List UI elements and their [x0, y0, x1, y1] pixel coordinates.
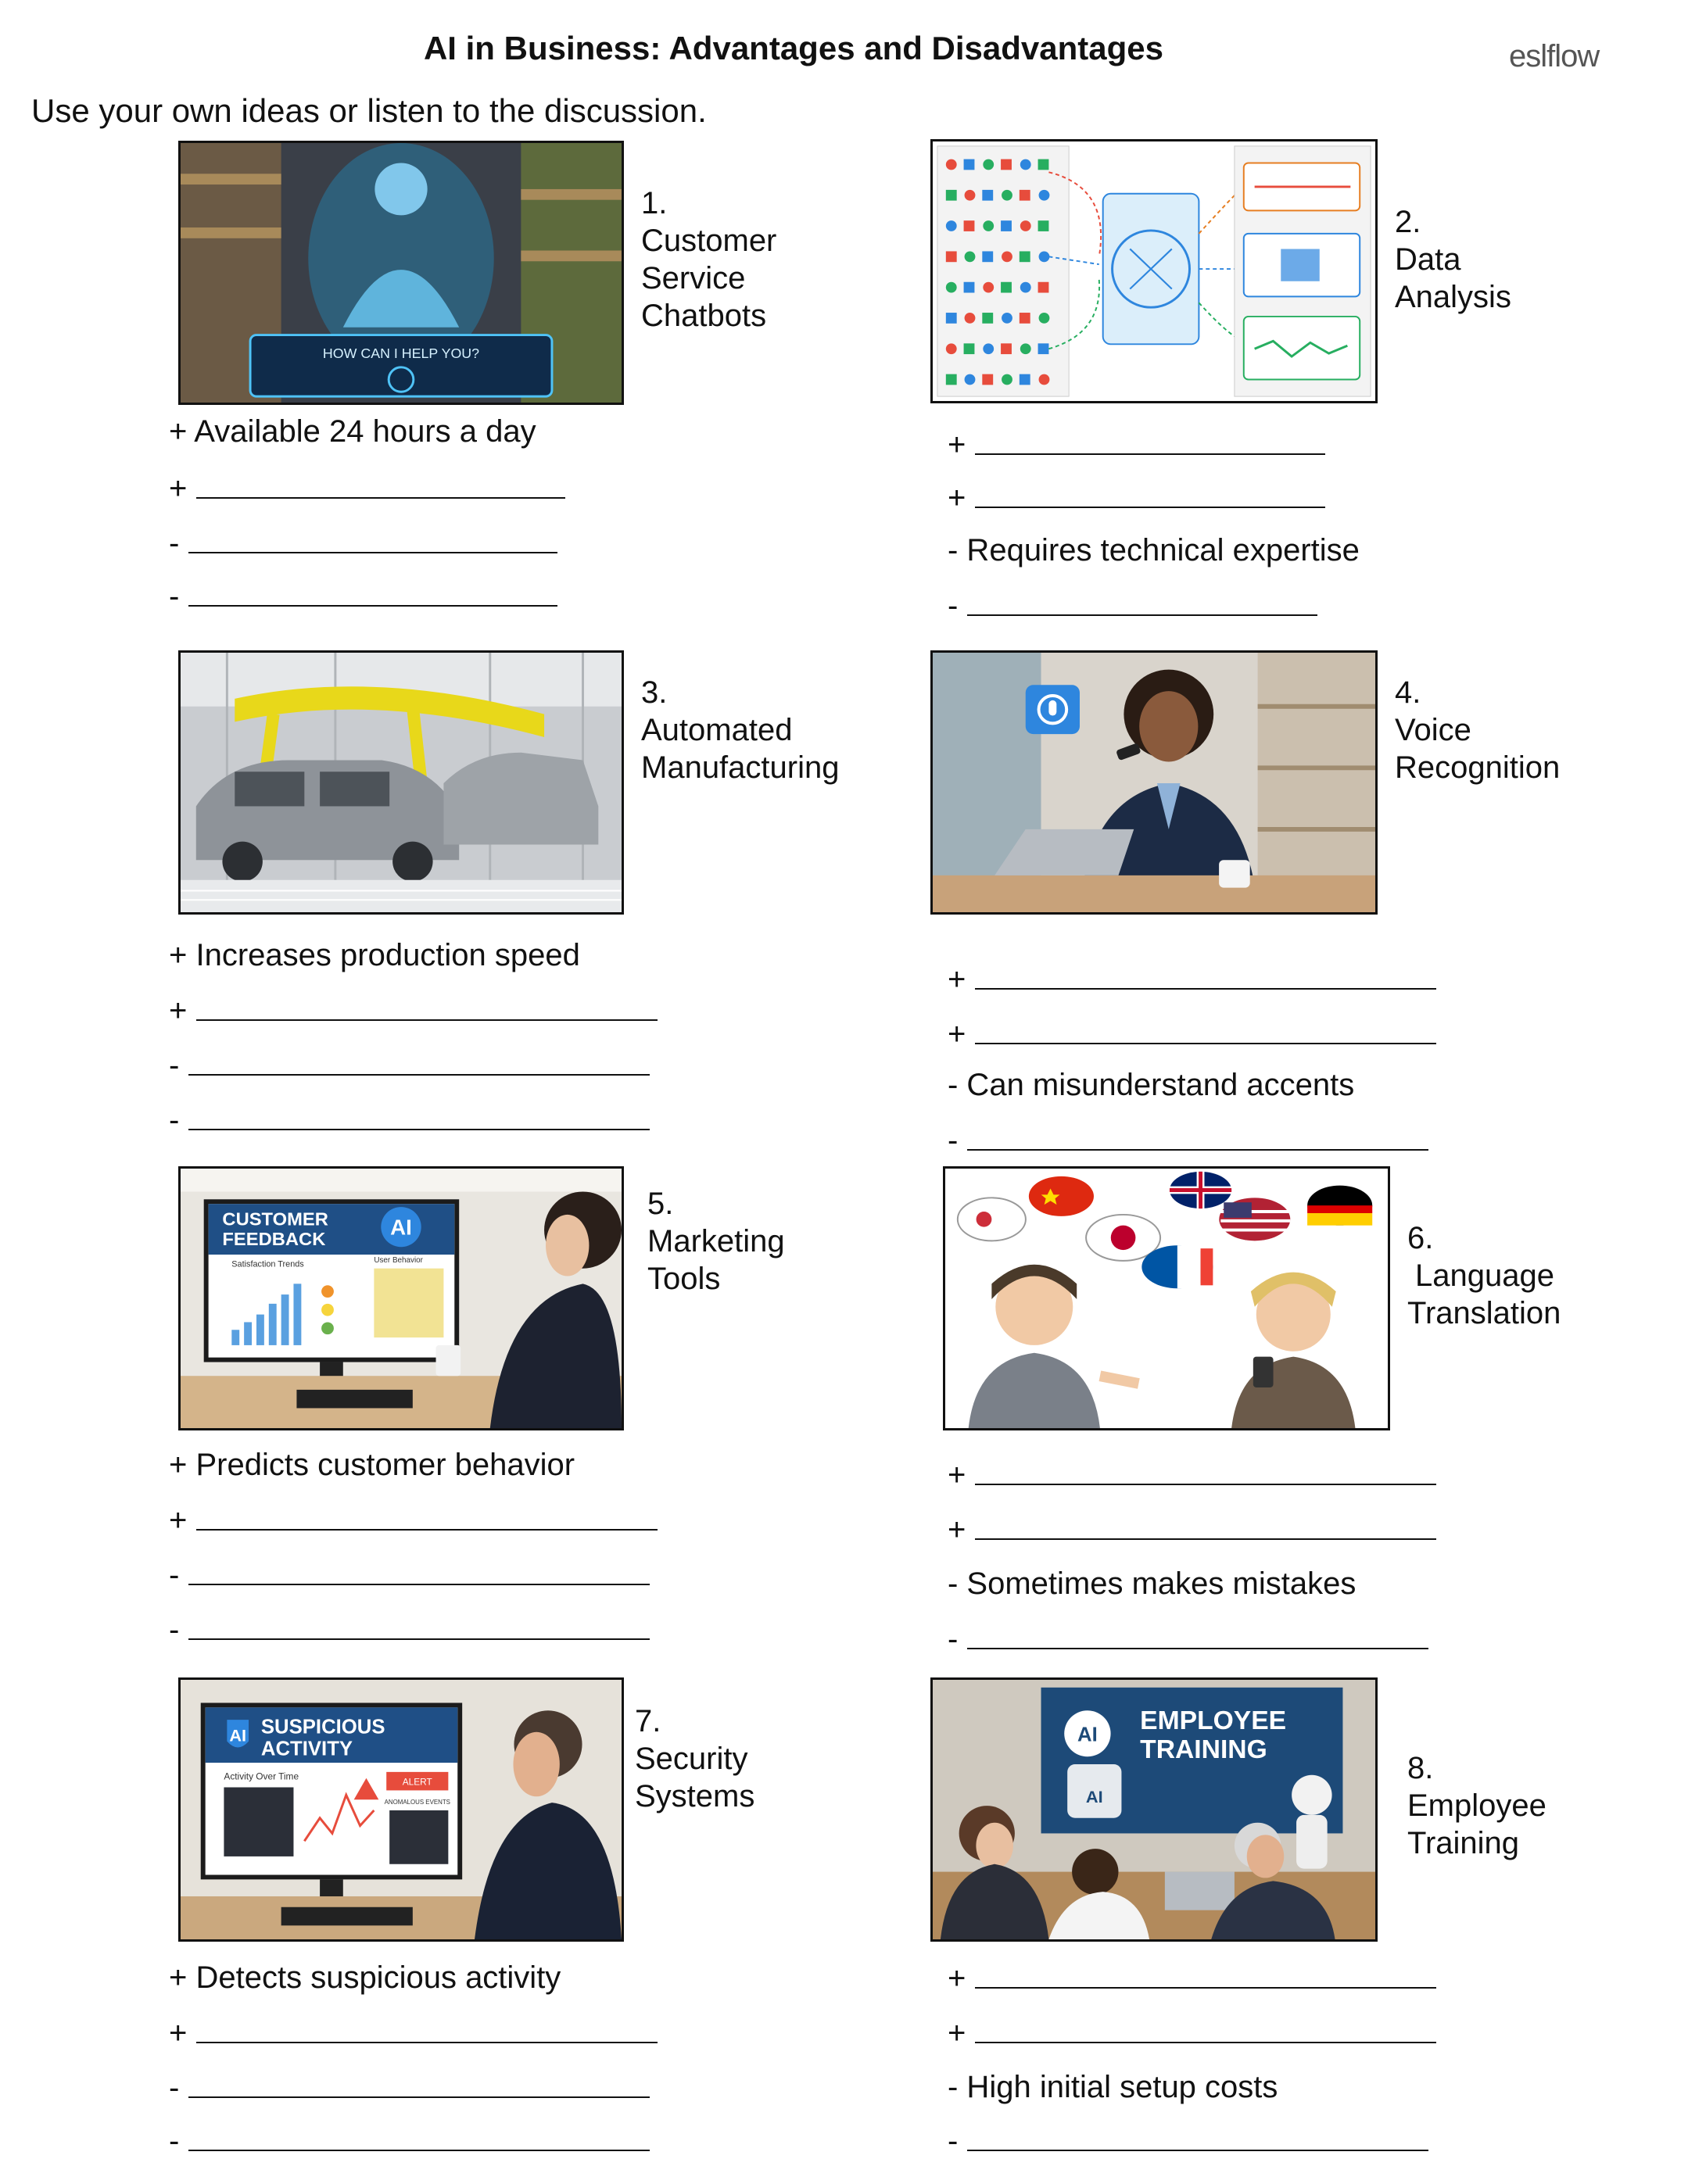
section-7-answer-line[interactable]: - — [169, 2123, 650, 2159]
section-7-number: 7. — [635, 1704, 661, 1738]
events-caption: ANOMALOUS EVENTS — [384, 1799, 450, 1806]
data-analysis-image — [930, 139, 1378, 403]
marketing-tools-image — [178, 1166, 624, 1430]
section-4-caption — [1395, 674, 1560, 786]
answer-blank[interactable] — [967, 1621, 1428, 1649]
section-6-answer-line: - Sometimes makes mistakes — [948, 1566, 1356, 1601]
section-1-answer-line: + Available 24 hours a day — [169, 414, 536, 449]
answer-blank[interactable] — [196, 993, 658, 1021]
section-7-answer-line[interactable]: + — [169, 2015, 658, 2051]
section-1-name-line: Customer — [641, 224, 777, 258]
answer-blank[interactable] — [188, 2070, 650, 2098]
answer-blank[interactable] — [975, 1512, 1436, 1540]
chatbot-prompt-text: HOW CAN I HELP YOU? — [322, 346, 480, 362]
section-7-name-line: Security — [635, 1742, 748, 1776]
section-8-name-line: Employee — [1407, 1788, 1546, 1823]
section-1-number: 1. — [641, 186, 668, 220]
section-4-answer-line[interactable]: + — [948, 1016, 1436, 1052]
section-2-name-line: Analysis — [1395, 280, 1511, 314]
section-8-name-line: Training — [1407, 1826, 1520, 1860]
section-3-answer-line[interactable]: + — [169, 993, 658, 1029]
language-translation-image — [943, 1166, 1390, 1430]
answer-blank[interactable] — [975, 961, 1436, 990]
employee-training-image — [930, 1677, 1378, 1942]
section-5-answer-line[interactable]: - — [169, 1612, 650, 1648]
dashboard-title-line: FEEDBACK — [222, 1230, 326, 1251]
manufacturing-image — [178, 650, 624, 915]
section-6-answer-line[interactable]: + — [948, 1512, 1436, 1548]
section-5-answer-line[interactable]: + — [169, 1502, 658, 1538]
answer-blank[interactable] — [967, 2123, 1428, 2151]
section-8-answer-line[interactable]: + — [948, 2015, 1436, 2051]
answer-blank[interactable] — [975, 1457, 1436, 1485]
section-3-answer-line[interactable]: - — [169, 1102, 650, 1138]
answer-blank[interactable] — [975, 1960, 1436, 1989]
answer-blank[interactable] — [975, 427, 1325, 455]
training-title-line: TRAINING — [1140, 1735, 1267, 1765]
section-7-name-line: Systems — [635, 1779, 755, 1813]
chart-caption: User Behavior — [374, 1255, 423, 1265]
section-3-caption — [641, 674, 839, 786]
section-6-caption — [1407, 1219, 1561, 1332]
section-6-number: 6. — [1407, 1221, 1434, 1255]
section-3-name-line: Automated — [641, 713, 793, 747]
section-8-answer-line[interactable]: + — [948, 1960, 1436, 1996]
section-4-answer-line[interactable]: - — [948, 1122, 1428, 1158]
alert-title-line: SUSPICIOUS — [260, 1716, 385, 1738]
brand-logo: eslflow — [1509, 39, 1600, 73]
section-6-answer-line[interactable]: - — [948, 1621, 1428, 1657]
answer-blank[interactable] — [967, 588, 1317, 616]
voice-recognition-image — [930, 650, 1378, 915]
chatbot-image — [178, 141, 624, 405]
alert-title-line: ACTIVITY — [260, 1738, 353, 1760]
section-7-answer-line[interactable]: - — [169, 2070, 650, 2106]
section-5-answer-line: + Predicts customer behavior — [169, 1448, 575, 1482]
section-6-name-line: Translation — [1407, 1296, 1561, 1330]
section-6-answer-line[interactable]: + — [948, 1457, 1436, 1493]
answer-blank[interactable] — [196, 1502, 658, 1531]
section-4-answer-line: - Can misunderstand accents — [948, 1068, 1355, 1102]
chart-caption: Activity Over Time — [224, 1770, 299, 1782]
instructions: Use your own ideas or listen to the discussion. — [31, 92, 707, 129]
section-4-name-line: Recognition — [1395, 750, 1561, 785]
section-2-name-line: Data — [1395, 242, 1461, 277]
answer-blank[interactable] — [196, 471, 565, 499]
section-7-caption — [635, 1702, 754, 1815]
answer-blank[interactable] — [188, 1612, 650, 1640]
section-8-answer-line: - High initial setup costs — [948, 2070, 1278, 2104]
section-3-number: 3. — [641, 675, 668, 710]
section-2-answer-line: - Requires technical expertise — [948, 533, 1360, 567]
section-1-name-line: Chatbots — [641, 299, 767, 333]
answer-blank[interactable] — [188, 578, 557, 607]
security-systems-image — [178, 1677, 624, 1942]
section-8-number: 8. — [1407, 1751, 1434, 1785]
dashboard-title-line: CUSTOMER — [222, 1209, 328, 1230]
section-2-caption — [1395, 203, 1511, 316]
ai-logo-text: AI — [1077, 1724, 1098, 1746]
section-4-answer-line[interactable]: + — [948, 961, 1436, 997]
answer-blank[interactable] — [188, 525, 557, 553]
answer-blank[interactable] — [188, 1102, 650, 1130]
answer-blank[interactable] — [196, 2015, 658, 2043]
answer-blank[interactable] — [975, 1016, 1436, 1044]
section-2-answer-line[interactable]: - — [948, 588, 1317, 624]
answer-blank[interactable] — [975, 2015, 1436, 2043]
section-8-caption — [1407, 1749, 1546, 1862]
section-2-number: 2. — [1395, 205, 1421, 239]
section-5-caption — [647, 1185, 785, 1298]
chart-caption: Satisfaction Trends — [231, 1259, 304, 1269]
section-1-answer-line[interactable]: + — [169, 471, 565, 507]
section-6-name-line: Language — [1415, 1258, 1554, 1293]
section-5-answer-line[interactable]: - — [169, 1557, 650, 1593]
section-4-name-line: Voice — [1395, 713, 1471, 747]
ai-badge-text: AI — [390, 1215, 412, 1240]
section-5-name-line: Marketing — [647, 1224, 785, 1258]
page-title: AI in Business: Advantages and Disadvantages — [423, 30, 1164, 66]
section-3-answer-line[interactable]: - — [169, 1047, 650, 1083]
answer-blank[interactable] — [975, 480, 1325, 508]
answer-blank[interactable] — [967, 1122, 1428, 1151]
robot-badge-text: AI — [1085, 1787, 1103, 1807]
answer-blank[interactable] — [188, 2123, 650, 2151]
section-5-number: 5. — [647, 1187, 674, 1221]
section-3-answer-line: + Increases production speed — [169, 938, 580, 972]
section-4-number: 4. — [1395, 675, 1421, 710]
section-5-name-line: Tools — [647, 1262, 721, 1296]
section-3-name-line: Manufacturing — [641, 750, 840, 785]
section-2-answer-line[interactable]: + — [948, 480, 1325, 516]
section-1-answer-line[interactable]: - — [169, 525, 557, 561]
answer-blank[interactable] — [188, 1047, 650, 1076]
section-2-answer-line[interactable]: + — [948, 427, 1325, 463]
alert-badge-text: ALERT — [402, 1776, 432, 1788]
section-1-name-line: Service — [641, 261, 746, 295]
section-1-caption — [641, 184, 776, 335]
section-8-answer-line[interactable]: - — [948, 2123, 1428, 2159]
training-title-line: EMPLOYEE — [1140, 1706, 1287, 1735]
section-1-answer-line[interactable]: - — [169, 578, 557, 614]
section-7-answer-line: + Detects suspicious activity — [169, 1960, 561, 1995]
ai-shield-text: AI — [229, 1725, 247, 1745]
answer-blank[interactable] — [188, 1557, 650, 1585]
